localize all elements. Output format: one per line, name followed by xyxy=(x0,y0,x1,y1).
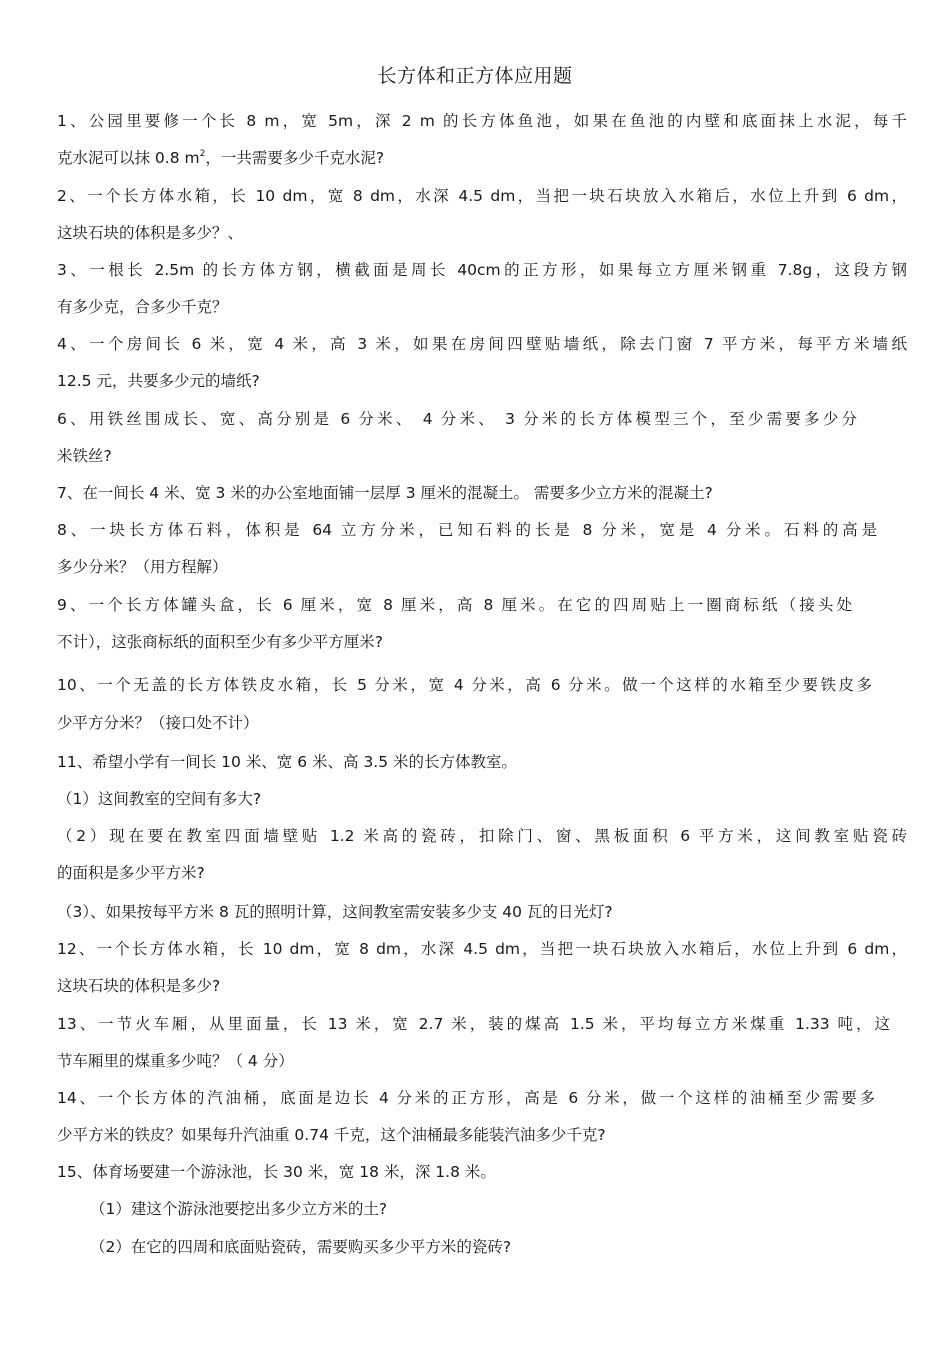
problem-2-line-2: 这块石块的体积是多少？、 xyxy=(57,224,244,242)
problem-11-part-1: （1）这间教室的空间有多大? xyxy=(57,790,262,808)
problem-14-line-1: 14、一个长方体的汽油桶，底面是边长 4 分米的正方形，高是 6 分米，做一个这样的油桶至少需要多 xyxy=(57,1089,875,1107)
problem-1-line-2 xyxy=(57,146,907,170)
problem-11-part-3: （3）、如果按每平方米 8 瓦的照明计算，这间教室需安装多少支 40 瓦的日光灯? xyxy=(57,903,613,921)
problem-11-part-2-line-2: 的面积是多少平方米? xyxy=(57,864,205,882)
problem-8-line-2: 多少分米？（用方程解） xyxy=(57,558,228,576)
problem-1-line-2-rest: ，一共需要多少千克水泥? xyxy=(205,149,385,167)
superscript-2: 2 xyxy=(199,149,206,159)
page-title: 长方体和正方体应用题 xyxy=(377,65,573,87)
problem-3-line-1: 3、一根长 2.5m 的长方体方钢，横截面是周长 40cm的正方形，如果每立方厘米钢重 7.8g，这段方钢 xyxy=(57,261,907,279)
problem-9-line-1: 9、一个长方体罐头盒，长 6 厘米，宽 8 厘米，高 8 厘米。在它的四周贴上一圈商标纸（接头处 xyxy=(57,596,852,614)
problem-15-part-2: （2）在它的四周和底面贴瓷砖，需要购买多少平方米的瓷砖? xyxy=(90,1238,512,1256)
problem-3-line-2: 有多少克，合多少千克？ xyxy=(57,298,228,316)
problem-10-line-1: 10、一个无盖的长方体铁皮水箱，长 5 分米，宽 4 分米，高 6 分米。做一个这样的水箱至少要铁皮多 xyxy=(57,676,872,694)
problem-12-line-1: 12、一个长方体水箱，长 10 dm，宽 8 dm，水深 4.5 dm，当把一块石块放入水箱后，水位上升到 6 dm， xyxy=(57,940,907,958)
problem-6-line-2: 米铁丝? xyxy=(57,447,112,465)
problem-9-line-2: 不计），这张商标纸的面积至少有多少平方厘米? xyxy=(57,633,383,651)
problem-6-line-1: 6、用铁丝围成长、宽、高分别是 6 分米、 4 分米、 3 分米的长方体模型三个，至少需要多少分 xyxy=(57,410,857,428)
problem-12-line-2: 这块石块的体积是多少? xyxy=(57,977,221,995)
problem-15-part-1: （1）建这个游泳池要挖出多少立方米的土? xyxy=(90,1200,388,1218)
problem-1-line-1: 1、公园里要修一个长 8 m，宽 5m，深 2 m 的长方体鱼池，如果在鱼池的内壁和底面抹上水泥，每千 xyxy=(57,112,907,130)
problem-8-line-1: 8、一块长方体石料，体积是 64 立方分米，已知石料的长是 8 分米，宽是 4 分米。石料的高是 xyxy=(57,521,877,539)
problem-4-line-2: 12.5 元，共要多少元的墙纸? xyxy=(57,372,260,390)
problem-4-line-1: 4、一个房间长 6 米，宽 4 米，高 3 米，如果在房间四壁贴墙纸，除去门窗 7 平方米，每平方米墙纸 xyxy=(57,335,907,353)
problem-13-line-2: 节车厢里的煤重多少吨？（ 4 分） xyxy=(57,1052,294,1070)
problem-7-line-1: 7、在一间长 4 米、宽 3 米的办公室地面铺一层厚 3 厘米的混凝土。 需要多少立方米的混凝土? xyxy=(57,484,713,502)
problem-10-line-2: 少平方分米？（接口处不计） xyxy=(57,714,259,732)
problem-15-line-1: 15、体育场要建一个游泳池，长 30 米，宽 18 米，深 1.8 米。 xyxy=(57,1163,496,1181)
problem-13-line-1: 13、一节火车厢，从里面量，长 13 米，宽 2.7 米，装的煤高 1.5 米，平均每立方米煤重 1.33 吨，这 xyxy=(57,1015,890,1033)
problem-1-line-2-text: 克水泥可以抹 0.8 m xyxy=(57,149,200,167)
problem-11-part-2-line-1: （2）现在要在教室四面墙壁贴 1.2 米高的瓷砖，扣除门、窗、黑板面积 6 平方米，这间教室贴瓷砖 xyxy=(57,827,907,845)
problem-14-line-2: 少平方米的铁皮？如果每升汽油重 0.74 千克，这个油桶最多能装汽油多少千克? xyxy=(57,1126,606,1144)
problem-11-line-1: 11、希望小学有一间长 10 米、宽 6 米、高 3.5 米的长方体教室。 xyxy=(57,753,518,771)
problem-2-line-1: 2、一个长方体水箱，长 10 dm，宽 8 dm，水深 4.5 dm，当把一块石块放入水箱后，水位上升到 6 dm， xyxy=(57,187,907,205)
